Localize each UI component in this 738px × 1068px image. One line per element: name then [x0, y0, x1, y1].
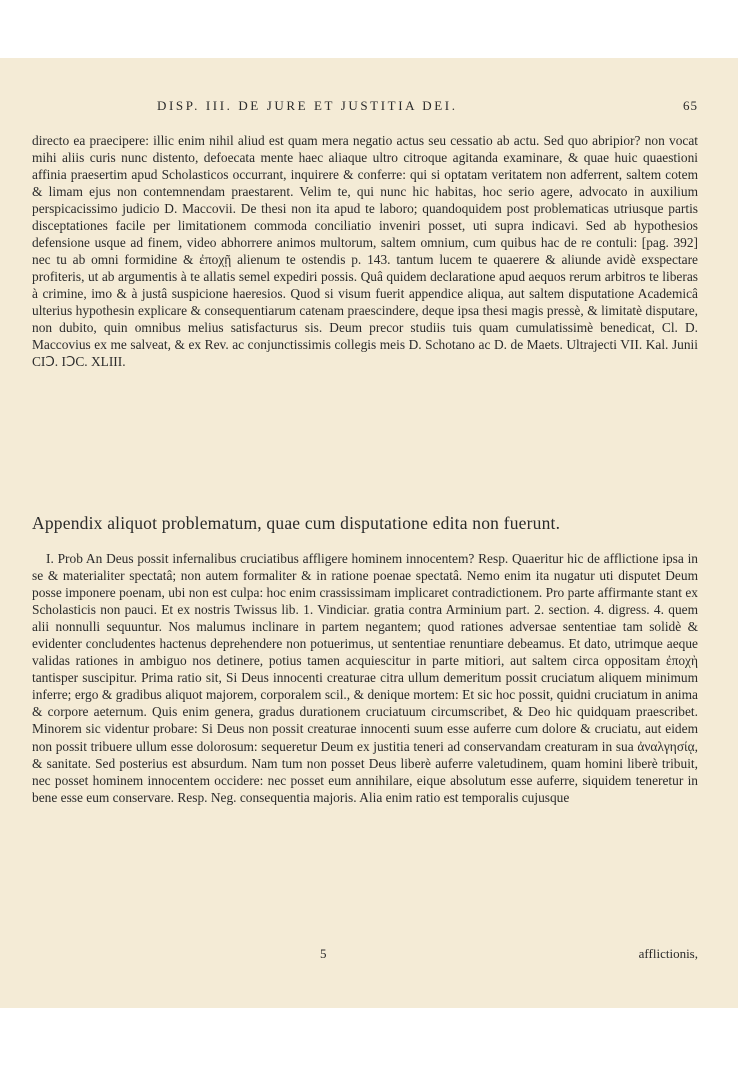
- page-number: 65: [683, 98, 698, 113]
- body-paragraph: directo ea praecipere: illic enim nihil aliud est quam mera negatio actus seu cessatio ab actu. Sed quo abripior? non vocat mihi aliis curis nunc distento, defoecata mente haec aliaque ultro citroque agitanda examinare, & quae huic quaestioni affinia praesertim apud Scholasticos occurrant, inquirere & conferre: qui si optatam veritatem non adferrent, saltem cotem & limam ejus non contemnendam praestarent. Velim te, qui nunc hic habitas, hoc serio agere, advocato in auxilium perspicacissimo judicio D. Maccovii. De thesi non ita apud te laboro; quandoquidem post problematicas utriusque partis disceptationes facile per limitationem commoda conciliatio inveniri posset, uti supra indicavi. Sed ab hypothesios defensione usque ad finem, video abhorrere animos multorum, saltem omnium, cum quibus hac de re contuli: [pag. 392] nec tu ab omni formidine & ἐποχῇ alienum te ostendis p. 143. tantum lucem te quaerere & aliunde avidè exspectare profiteris, ut ab argumentis à te allatis semel expediri possis. Quâ quidem declaratione apud aequos rerum arbitros te liberas à crimine, imo & à justâ suspicione haeresios. Quod si visum fuerit appendice aliqua, aut saltem disputatione Academicâ ulterius hypothesin explicare & consequentiarum catenam praescindere, deque ipsa thesi magis pressè, & limitatè disputare, non dubito, quin omnibus melius satisfacturus sis. Deum precor studiis tuis quam cumulatissimè benedicat, Cl. D. Maccovius ex me salveat, & ex Rev. ac conjunctissimis collegis meis D. Schotano ac D. de Maets. Ultrajecti VII. Kal. Junii CIↃ. IↃC. XLIII.: [32, 133, 698, 369]
- signature-mark: 5: [320, 946, 327, 961]
- catchword: afflictionis,: [638, 946, 698, 961]
- appendix-text: [32, 550, 698, 806]
- running-header: [32, 98, 698, 116]
- appendix-paragraph: I. Prob An Deus possit infernalibus cruciatibus affligere hominem innocentem? Resp. Quaeritur hic de afflictione ipsa in se & materialiter spectatâ; non autem formaliter & in ratione poenae spectatâ. Nemo enim ita nugatur uti disputet Deum posse imponere poenam, ubi non est culpa: hoc enim crassissimam implicaret contradictionem. Pro parte affirmante stant ex Scholasticis non pauci. Et ex nostris Twissus lib. 1. Vindiciar. gratia contra Arminium part. 2. section. 4. digress. 4. quem alii nonnulli sequuntur. Nos malumus inclinare in partem negantem; quod rationes adversae sententiae tam solidè & evidenter concludentes hactenus deprehendere non potuerimus, ut sententiae renuntiare debeamus. Et dato, utrimque aeque validas rationes in ambiguo nos detinere, potius tamen acquiescitur in parte mitiori, aut saltem circa oppositam ἐποχὴ tantisper suscipitur. Prima ratio sit, Si Deus innocenti creaturae citra ullum demeritum possit cruciatum aliquem minimum inferre; ergo & gradibus aliquot majorem, corporalem scil., & denique mortem: Et sic hoc possit, quidni cruciatum in anima & corpore aeternum. Quis enim genera, gradus durationem cruciatuum circumscribet, & Deo hic quidquam praescribet. Minorem sic videntur probare: Si Deus non possit creaturae innocenti suum esse auferre cum dolore & cruciatu, aut eidem non possit tribuere ullum esse dolorosum: sequeretur Deum ex justitia teneri ad conservandam creaturam in sua ἀναλγησίᾳ, & sanitate. Sed posterius est absurdum. Nam tum non posset Deus liberè auferre valetudinem, quam homini liberè tribuit, nec posset hominem innocentem occidere: nec posset eum annihilare, eique absolutum esse auferre, siquidem teneretur in bene esse eum conservare. Resp. Neg. consequentia majoris. Alia enim ratio est temporalis cujusque: [32, 551, 698, 805]
- appendix-title: Appendix aliquot problematum, quae cum disputatione edita non fuerunt.: [32, 513, 561, 533]
- book-page: [0, 58, 738, 1008]
- running-title: DISP. III. DE JURE ET JUSTITIA DEI.: [157, 98, 458, 113]
- main-text: [32, 132, 698, 370]
